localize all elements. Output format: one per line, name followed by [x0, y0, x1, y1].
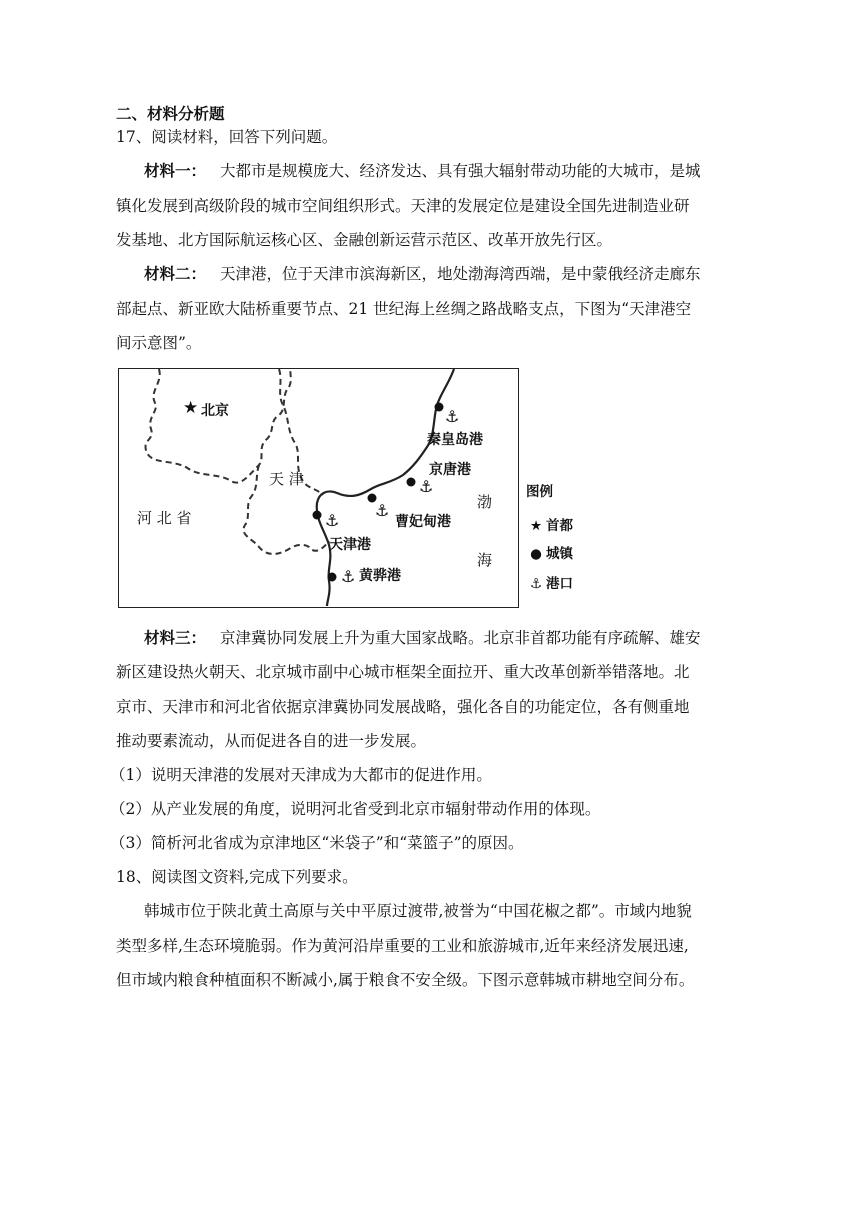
qinhuangdao-town-dot [435, 403, 444, 412]
legend-town-label: 城镇 [546, 546, 573, 562]
qinhuangdao-label: 秦皇岛港 [427, 432, 483, 448]
caofeidian-port-icon: ⚓ [375, 501, 390, 520]
beijing-capital-icon: ★ [183, 398, 199, 418]
q18-stem: 18、阅读图文资料,完成下列要求。 [116, 868, 358, 886]
material-3-line-1 [144, 628, 701, 648]
caofeidian-label: 曹妃甸港 [395, 514, 451, 530]
material-3-line-4: 推动要素流动，从而促进各自的进一步发展。 [116, 732, 427, 750]
material-1-line-2: 镇化发展到高级阶段的城市空间组织形式。天津的发展定位是建设全国先进制造业研 [116, 197, 690, 215]
q18-line-1: 韩城市位于陕北黄土高原与关中平原过渡带,被誉为“中国花椒之都”。市域内地貌 [144, 902, 692, 920]
q17-sub-3: （3）简析河北省成为京津地区“米袋子”和“菜篮子”的原因。 [110, 834, 524, 852]
hebei-label: 河 北 省 [137, 509, 192, 527]
section-title: 二、材料分析题 [116, 104, 225, 123]
material-1-text-1: 大都市是规模庞大、经济发达、具有强大辐射带动功能的大城市，是城 [220, 162, 701, 180]
legend-capital [526, 514, 573, 534]
material-2-line-2: 部起点、新亚欧大陆桥重要节点、21 世纪海上丝绸之路战略支点，下图为“天津港空 [116, 300, 692, 318]
material-1-line-1 [144, 161, 701, 181]
huanghua-town-dot [328, 573, 337, 582]
q17-sub-1: （1）说明天津港的发展对天津成为大都市的促进作用。 [110, 766, 492, 784]
beijing-boundary [145, 369, 291, 483]
material-1-line-3: 发基地、北方国际航运核心区、金融创新运营示范区、改革开放先行区。 [116, 231, 613, 249]
bohai-label-1: 渤 [477, 493, 493, 511]
legend-dot-icon: ● [530, 546, 542, 562]
legend-port-label: 港口 [546, 576, 573, 592]
tianjin-port-map [118, 368, 519, 608]
material-1-label: 材料一： [144, 161, 207, 180]
material-2-line-1 [144, 264, 701, 284]
q18-line-2: 类型多样,生态环境脆弱。作为黄河沿岸重要的工业和旅游城市,近年来经济发展迅速, [116, 937, 689, 955]
jingtang-port-icon: ⚓ [419, 477, 434, 496]
map-legend [526, 480, 596, 590]
bohai-label-2: 海 [477, 551, 493, 569]
legend-port [526, 572, 573, 592]
q17-sub-2: （2）从产业发展的角度，说明河北省受到北京市辐射带动作用的体现。 [110, 800, 601, 818]
material-3-line-3: 京市、天津市和河北省依据京津冀协同发展战略，强化各自的功能定位，各有侧重地 [116, 698, 690, 716]
tianjin-label: 天 津 [269, 470, 304, 488]
material-3-text-1: 京津冀协同发展上升为重大国家战略。北京非首都功能有序疏解、雄安 [220, 629, 701, 647]
legend-anchor-icon: ⚓ [529, 576, 543, 592]
tianjingang-label: 天津港 [329, 537, 371, 553]
huanghua-label: 黄骅港 [359, 568, 401, 584]
material-2-line-3: 间示意图”。 [116, 334, 202, 352]
legend-title: 图例 [526, 484, 553, 500]
tianjin-port-icon: ⚓ [325, 511, 340, 530]
material-3-line-2: 新区建设热火朝天、北京城市副中心城市框架全面拉开、重大改革创新举错落地。北 [116, 663, 690, 681]
material-3-label: 材料三： [144, 628, 207, 647]
material-2-text-1: 天津港，位于天津市滨海新区，地处渤海湾西端，是中蒙俄经济走廊东 [220, 265, 701, 283]
legend-town [526, 542, 573, 562]
material-2-label: 材料二： [144, 264, 207, 283]
legend-capital-label: 首都 [546, 518, 573, 534]
map-drawing [119, 369, 517, 606]
tianjin-town-dot [313, 511, 322, 520]
q18-line-3: 但市域内粮食种植面积不断减小,属于粮食不安全级。下图示意韩城市耕地空间分布。 [116, 971, 695, 989]
qinhuangdao-port-icon: ⚓ [445, 407, 460, 426]
jingtang-label: 京唐港 [429, 462, 471, 478]
jingtang-town-dot [407, 478, 416, 487]
legend-star-icon: ★ [529, 518, 543, 534]
q17-stem: 17、阅读材料，回答下列问题。 [116, 128, 338, 146]
beijing-label: 北京 [201, 403, 229, 419]
huanghua-port-icon: ⚓ [341, 567, 356, 586]
